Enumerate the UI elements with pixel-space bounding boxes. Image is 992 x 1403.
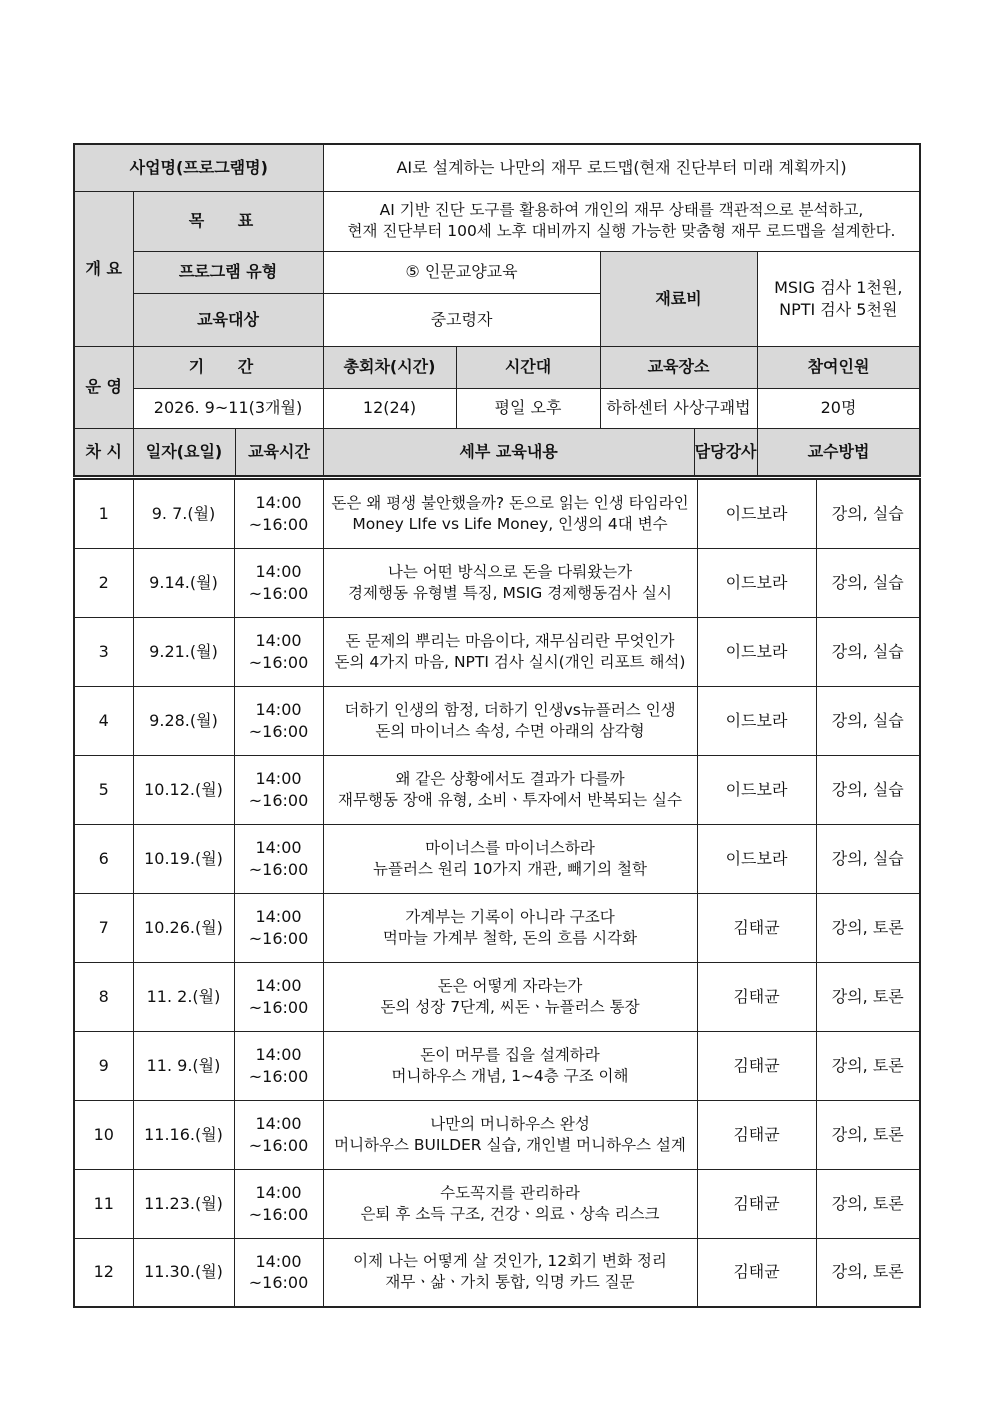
session-time-end: ~16:00 (248, 997, 309, 1017)
session-time (234, 479, 323, 548)
session-time-end: ~16:00 (248, 859, 309, 879)
session-content-detail: 먹마늘 가계부 철학, 돈의 흐름 시각화 (382, 928, 638, 947)
session-time-start: 14:00 (255, 975, 302, 995)
place-value: 하하센터 사상구괘법 (600, 388, 757, 428)
sessions-value: 12(24) (323, 388, 456, 428)
session-method: 강의, 토론 (816, 1100, 920, 1169)
schedule-header-date-time (133, 428, 323, 476)
schedule-header-instructor: 담당강사 (694, 441, 757, 461)
session-time-end: ~16:00 (248, 514, 309, 534)
session-time-end: ~16:00 (248, 1135, 309, 1155)
session-number: 5 (74, 755, 133, 824)
session-time-start: 14:00 (255, 837, 302, 857)
session-content-title: 돈 문제의 뿌리는 마음이다, 재무심리란 무엇인가 (345, 631, 675, 650)
operation-section-label: 운 영 (74, 346, 133, 428)
session-content-detail: 경제행동 유형별 특징, MSIG 경제행동검사 실시 (348, 583, 672, 602)
session-content (323, 824, 697, 893)
session-content-title: 가계부는 기록이 아니라 구조다 (405, 907, 615, 926)
schedule-header-no: 차 시 (74, 428, 133, 476)
session-time-end: ~16:00 (248, 1273, 309, 1293)
schedule-row (74, 824, 920, 893)
session-number: 12 (74, 1238, 133, 1307)
schedule-row (74, 617, 920, 686)
session-instructor: 김태균 (697, 1031, 816, 1100)
session-content (323, 1238, 697, 1307)
place-label: 교육장소 (600, 346, 757, 388)
session-content (323, 548, 697, 617)
session-method: 강의, 실습 (816, 548, 920, 617)
session-content (323, 962, 697, 1031)
session-time-start: 14:00 (255, 630, 302, 650)
material-fee-label: 재료비 (600, 251, 757, 346)
goal-line-1: AI 기반 진단 도구를 활용하여 개인의 재무 상태를 객관적으로 분석하고, (379, 201, 864, 220)
schedule-row (74, 1238, 920, 1307)
session-date: 11.23.(월) (133, 1169, 234, 1238)
schedule-row (74, 755, 920, 824)
session-content-detail: Money LIfe vs Life Money, 인생의 4대 변수 (352, 514, 668, 533)
session-time-end: ~16:00 (248, 652, 309, 672)
session-time-end: ~16:00 (248, 1204, 309, 1224)
session-content (323, 1100, 697, 1169)
session-time-start: 14:00 (255, 1182, 302, 1202)
program-type-value: ⑤ 인문교양교육 (323, 251, 600, 293)
session-content (323, 686, 697, 755)
session-date: 9. 7.(월) (133, 479, 234, 548)
session-instructor: 김태균 (697, 1169, 816, 1238)
session-date: 9.14.(월) (133, 548, 234, 617)
session-time (234, 1031, 323, 1100)
session-time-end: ~16:00 (248, 1066, 309, 1086)
session-content (323, 1169, 697, 1238)
session-number: 4 (74, 686, 133, 755)
session-content-title: 더하기 인생의 함정, 더하기 인생vs뉴플러스 인생 (344, 700, 676, 719)
session-method: 강의, 실습 (816, 824, 920, 893)
session-content-detail: 머니하우스 개념, 1~4층 구조 이해 (391, 1066, 629, 1085)
session-time (234, 824, 323, 893)
session-date: 11. 9.(월) (133, 1031, 234, 1100)
session-number: 6 (74, 824, 133, 893)
target-value: 중고령자 (323, 293, 600, 346)
session-method: 강의, 토론 (816, 893, 920, 962)
session-time-end: ~16:00 (248, 928, 309, 948)
session-content-title: 돈은 왜 평생 불안했을까? 돈으로 읽는 인생 타임라인 (331, 493, 689, 512)
schedule-row (74, 479, 920, 548)
timeslot-label: 시간대 (456, 346, 600, 388)
goal-text (323, 191, 920, 251)
schedule-row (74, 686, 920, 755)
session-content-title: 나는 어떤 방식으로 돈을 다뤄왔는가 (387, 562, 633, 581)
session-number: 9 (74, 1031, 133, 1100)
session-content-detail: 돈의 4가지 마음, NPTI 검사 실시(개인 리포트 해석) (334, 652, 686, 671)
session-method: 강의, 실습 (816, 479, 920, 548)
material-fee-value (757, 251, 920, 346)
session-time-start: 14:00 (255, 1044, 302, 1064)
session-number: 2 (74, 548, 133, 617)
session-time-start: 14:00 (255, 1113, 302, 1133)
session-content-detail: 머니하우스 BUILDER 실습, 개인별 머니하우스 설계 (334, 1135, 686, 1154)
session-number: 8 (74, 962, 133, 1031)
session-time (234, 1169, 323, 1238)
fee-line-1: MSIG 검사 1천원, (774, 277, 903, 297)
session-method: 강의, 토론 (816, 1169, 920, 1238)
session-number: 11 (74, 1169, 133, 1238)
session-time-start: 14:00 (255, 906, 302, 926)
session-time-start: 14:00 (255, 493, 302, 513)
overview-table (73, 143, 921, 477)
session-number: 1 (74, 479, 133, 548)
session-content-detail: 재무행동 장애 유형, 소비ㆍ투자에서 반복되는 실수 (338, 790, 682, 809)
session-date: 10.19.(월) (133, 824, 234, 893)
session-method: 강의, 실습 (816, 755, 920, 824)
program-type-label: 프로그램 유형 (133, 251, 323, 293)
session-time (234, 1100, 323, 1169)
session-instructor: 이드보라 (697, 755, 816, 824)
session-date: 9.21.(월) (133, 617, 234, 686)
schedule-row (74, 1100, 920, 1169)
session-content-detail: 재무ㆍ삶ㆍ가치 통합, 익명 카드 질문 (385, 1273, 635, 1292)
session-time-start: 14:00 (255, 561, 302, 581)
session-time (234, 548, 323, 617)
session-time (234, 617, 323, 686)
session-content-title: 돈이 머무를 집을 설계하라 (420, 1045, 600, 1064)
schedule-row (74, 1169, 920, 1238)
session-date: 11. 2.(월) (133, 962, 234, 1031)
session-date: 11.16.(월) (133, 1100, 234, 1169)
session-instructor: 김태균 (697, 1238, 816, 1307)
sessions-label: 총회차(시간) (323, 346, 456, 388)
goal-line-2: 현재 진단부터 100세 노후 대비까지 실행 가능한 맞춤형 재무 로드맵을 설계한다. (347, 222, 896, 240)
session-content (323, 479, 697, 548)
session-instructor: 김태균 (697, 962, 816, 1031)
session-content-detail: 은퇴 후 소득 구조, 건강ㆍ의료ㆍ상속 리스크 (360, 1204, 660, 1223)
program-name: AI로 설계하는 나만의 재무 로드맵(현재 진단부터 미래 계획까지) (323, 144, 920, 191)
session-time-start: 14:00 (255, 768, 302, 788)
session-time-start: 14:00 (255, 1251, 302, 1271)
schedule-header-time: 교육시간 (248, 441, 310, 461)
schedule-header-date: 일자(요일) (134, 429, 236, 475)
session-number: 3 (74, 617, 133, 686)
session-method: 강의, 토론 (816, 1031, 920, 1100)
session-instructor: 이드보라 (697, 686, 816, 755)
session-content-title: 왜 같은 상황에서도 결과가 다를까 (395, 769, 625, 788)
participants-label: 참여인원 (757, 346, 920, 388)
session-number: 7 (74, 893, 133, 962)
participants-value: 20명 (757, 388, 920, 428)
schedule-header-content-wrap (323, 428, 757, 476)
session-number: 10 (74, 1100, 133, 1169)
session-date: 11.30.(월) (133, 1238, 234, 1307)
session-instructor: 이드보라 (697, 824, 816, 893)
schedule-row (74, 1031, 920, 1100)
overview-section-label: 개 요 (74, 191, 133, 346)
session-time (234, 686, 323, 755)
schedule-row (74, 893, 920, 962)
session-content-detail: 돈의 마이너스 속성, 수면 아래의 삼각형 (375, 721, 645, 740)
session-time (234, 893, 323, 962)
session-content (323, 893, 697, 962)
session-date: 9.28.(월) (133, 686, 234, 755)
session-content-title: 나만의 머니하우스 완성 (430, 1114, 590, 1133)
session-method: 강의, 토론 (816, 1238, 920, 1307)
session-content-title: 수도꼭지를 관리하라 (440, 1183, 580, 1202)
session-method: 강의, 실습 (816, 617, 920, 686)
session-time (234, 962, 323, 1031)
session-method: 강의, 실습 (816, 686, 920, 755)
schedule-header-content: 세부 교육내용 (324, 429, 695, 475)
session-instructor: 김태균 (697, 893, 816, 962)
session-instructor: 이드보라 (697, 548, 816, 617)
session-date: 10.12.(월) (133, 755, 234, 824)
schedule-header-method: 교수방법 (757, 428, 920, 476)
session-instructor: 김태균 (697, 1100, 816, 1169)
period-value: 2026. 9~11(3개월) (133, 388, 323, 428)
session-content-title: 마이너스를 마이너스하라 (425, 838, 595, 857)
session-instructor: 이드보라 (697, 617, 816, 686)
session-time-end: ~16:00 (248, 721, 309, 741)
session-content-title: 이제 나는 어떻게 살 것인가, 12회기 변화 정리 (353, 1252, 667, 1271)
session-time-start: 14:00 (255, 699, 302, 719)
session-content-detail: 돈의 성장 7단계, 씨돈ㆍ뉴플러스 통장 (380, 997, 640, 1016)
session-time-end: ~16:00 (248, 790, 309, 810)
session-content (323, 1031, 697, 1100)
schedule-row (74, 548, 920, 617)
period-label: 기 간 (133, 346, 323, 388)
target-label: 교육대상 (133, 293, 323, 346)
session-method: 강의, 토론 (816, 962, 920, 1031)
program-name-label: 사업명(프로그램명) (74, 144, 323, 191)
fee-line-2: NPTI 검사 5천원 (779, 299, 898, 319)
session-time (234, 755, 323, 824)
session-time (234, 1238, 323, 1307)
goal-label: 목 표 (133, 191, 323, 251)
session-date: 10.26.(월) (133, 893, 234, 962)
session-content (323, 617, 697, 686)
timeslot-value: 평일 오후 (456, 388, 600, 428)
schedule-table (73, 478, 921, 1308)
session-content-detail: 뉴플러스 원리 10가지 개관, 빼기의 철학 (373, 859, 647, 878)
session-instructor: 이드보라 (697, 479, 816, 548)
session-content-title: 돈은 어떻게 자라는가 (437, 976, 583, 995)
schedule-row (74, 962, 920, 1031)
session-content (323, 755, 697, 824)
session-time-end: ~16:00 (248, 583, 309, 603)
